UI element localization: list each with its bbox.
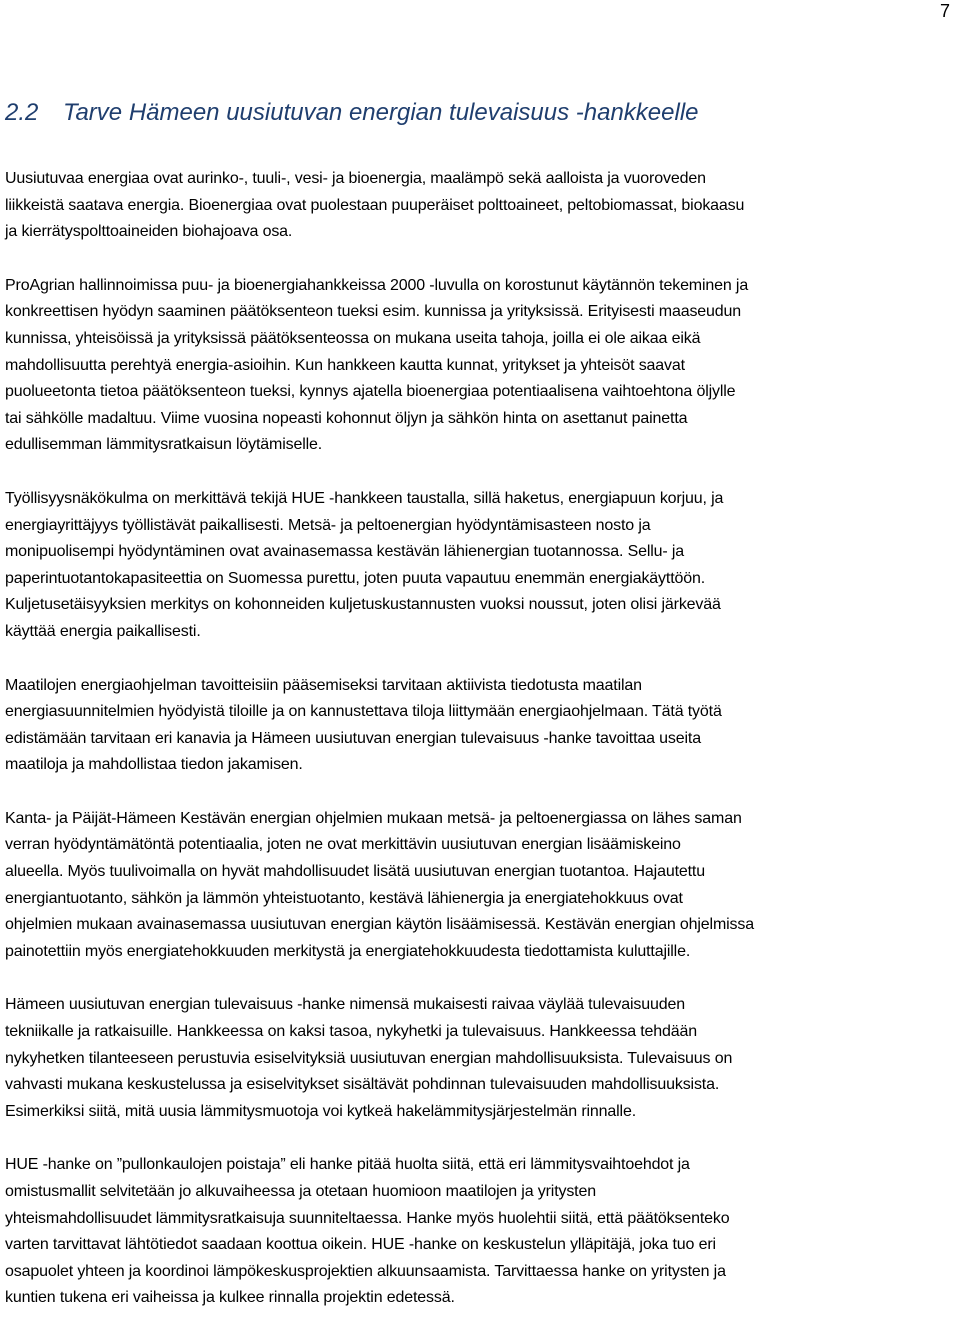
text-line: Maatilojen energiaohjelman tavoitteisiin pääsemiseksi tarvitaan aktiivista tiedotusta maatilan — [5, 676, 642, 694]
text-line: tai sähkölle madaltuu. Viime vuosina nopeasti kohonnut öljyn ja sähkön hinta on asettanut painetta — [5, 409, 688, 427]
text-line: energiantuotanto, sähkön ja lämmön yhteistuotanto, kestävä lähienergia ja energiatehokkuus ovat — [5, 889, 683, 907]
text-line: konkreettisen hyödyn saaminen päätöksenteon tueksi esim. kunnissa ja yrityksissä. Erityisesti maaseudun — [5, 303, 742, 321]
text-line: käyttää energia paikallisesti. — [5, 622, 201, 640]
text-line: osapuolet yhteen ja koordinoi lämpökeskusprojektien alkuunsaamista. Tarvittaessa hanke on yritysten ja — [5, 1262, 726, 1280]
text-line: Kuljetusetäisyyksien merkitys on kohonneiden kuljetuskustannusten vuoksi noussut, joten olisi järkevää — [5, 596, 721, 614]
text-line: Hämeen uusiutuvan energian tulevaisuus -hanke nimensä mukaisesti raivaa väylää tulevaisuuden — [5, 996, 685, 1014]
text-line: maatiloja ja mahdollistaa tiedon jakamisen. — [5, 756, 303, 774]
text-line: kunnissa, yhteisöissä ja yrityksissä päätöksenteossa on mukana useita tahoja, joilla ei ole aikaa eikä — [5, 329, 701, 347]
text-line: ProAgrian hallinnoimissa puu- ja bioenergiahankkeissa 2000 -luvulla on korostunut käytännön tekeminen ja — [5, 276, 749, 294]
paragraph — [5, 486, 955, 646]
text-line: energiayrittäjyys työllistävät paikallisesti. Metsä- ja peltoenergian hyödyntämisasteen nosto ja — [5, 516, 651, 534]
text-line: edistämään tarvitaan eri kanavia ja Hämeen uusiutuvan energian tulevaisuus -hanke tavoittaa useita — [5, 729, 701, 747]
text-line: vahvasti mukana keskustelussa ja esiselvitykset sisältävät pohdinnan tulevaisuuden mahdollisuuksista. — [5, 1076, 720, 1094]
text-line: Esimerkiksi siitä, mitä uusia lämmitysmuotoja voi kytkeä hakelämmitysjärjestelmän rinnalle. — [5, 1102, 636, 1120]
page-number: 7 — [939, 1, 950, 21]
text-line: edullisemman lämmitysratkaisun löytämiselle. — [5, 436, 323, 454]
text-line: Kanta- ja Päijät-Hämeen Kestävän energian ohjelmien mukaan metsä- ja peltoenergiassa on lähes saman — [5, 809, 742, 827]
text-line: ja kierrätyspolttoaineiden biohajoava osa. — [5, 223, 293, 241]
paragraph — [5, 273, 955, 459]
text-line: alueella. Myös tuulivoimalla on hyvät mahdollisuudet lisätä uusiutuvan energian tuotantoa. Hajautettu — [5, 863, 705, 881]
paragraph — [5, 166, 955, 246]
text-line: puolueetonta tietoa päätöksenteon tueksi, kynnys ajatella bioenergiaa potentiaalisena vaihtoehtona öljylle — [5, 383, 736, 401]
text-line: tekniikalle ja ratkaisuille. Hankkeessa on kaksi tasoa, nykyhetki ja tulevaisuus. Hankkeessa tehdään — [5, 1023, 698, 1041]
text-line: paperintuotantokapasiteettia on Suomessa purettu, joten puuta vapautuu enemmän energiakäyttöön. — [5, 569, 706, 587]
paragraph — [5, 992, 955, 1125]
text-line: HUE -hanke on ”pullonkaulojen poistaja” eli hanke pitää huolta siitä, että eri lämmitysvaihtoehdot ja — [5, 1156, 690, 1174]
body-text — [5, 166, 955, 1339]
paragraph — [5, 806, 955, 966]
text-line: nykyhetken tilanteeseen perustuvia esiselvityksiä uusiutuvan energian mahdollisuuksista. Tulevaisuus on — [5, 1049, 733, 1067]
text-line: verran hyödyntämätöntä potentiaalia, joten ne ovat merkittävin uusiutuvan energian lisäämiskeino — [5, 836, 681, 854]
text-line: varten tarvittavat lähtötiedot saadaan koottua oikein. HUE -hanke on keskustelun ylläpitäjä, joka tuo eri — [5, 1236, 716, 1254]
text-line: Uusiutuvaa energiaa ovat aurinko-, tuuli-, vesi- ja bioenergia, maalämpö sekä aalloista ja vuoroveden — [5, 170, 706, 187]
text-line: energiasuunnitelmien hyödyistä tiloille ja on kannustettava tiloja liittymään energiaohjelmaan. Tätä työtä — [5, 703, 722, 721]
text-line: Työllisyysnäkökulma on merkittävä tekijä HUE -hankkeen taustalla, sillä haketus, energiapuun korjuu, ja — [5, 489, 724, 507]
text-line: mahdollisuutta perehtyä energia-asioihin. Kun hankkeen kautta kunnat, yritykset ja yhteisöt saavat — [5, 356, 685, 374]
paragraph — [5, 673, 955, 779]
section-heading — [5, 98, 699, 128]
text-line: kuntien tukena eri vaiheissa ja kulkee rinnalla projektin edetessä. — [5, 1289, 455, 1307]
text-line: liikkeistä saatava energia. Bioenergiaa ovat puolestaan puuperäiset polttoaineet, peltobiomassat, biokaasu — [5, 196, 745, 214]
text-line: yhteismahdollisuudet lämmitysratkaisuja suunniteltaessa. Hanke myös huolehtii siitä, että päätöksenteko — [5, 1209, 730, 1227]
section-number: 2.2 — [5, 99, 39, 126]
text-line: ohjelmien mukaan avainasemassa uusiutuvan energian käytön lisäämisessä. Kestävän energian ohjelmissa — [5, 916, 754, 934]
text-line: painotettiin myös energiatehokkuuden merkitystä ja energiatehokkuudesta tiedottamista kuluttajille. — [5, 942, 691, 960]
paragraph — [5, 1152, 955, 1312]
text-line: omistusmallit selvitetään jo alkuvaiheessa ja otetaan huomioon maatilojen ja yritysten — [5, 1183, 596, 1200]
section-title: Tarve Hämeen uusiutuvan energian tulevaisuus -hankkeelle — [63, 99, 699, 126]
text-line: monipuolisempi hyödyntäminen ovat avainasemassa kestävän lähienergian tuotannossa. Sellu- ja — [5, 543, 685, 561]
